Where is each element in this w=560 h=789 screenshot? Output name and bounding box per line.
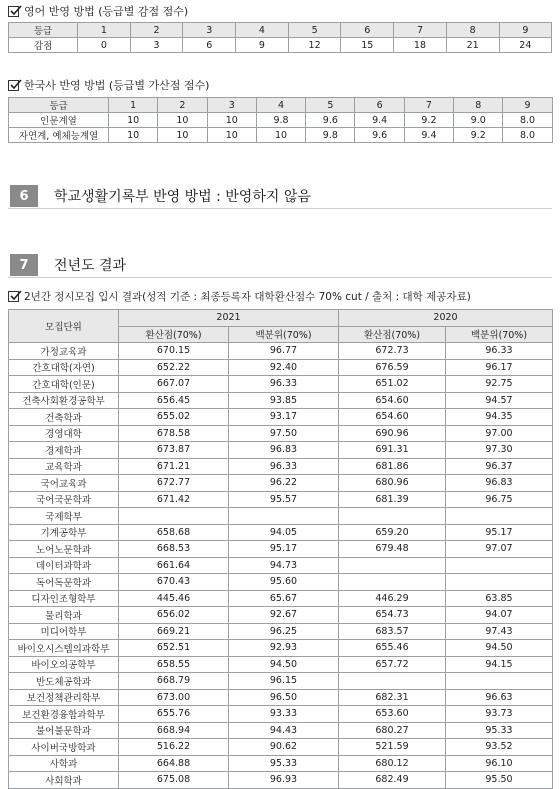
- section-7-header: [8, 252, 552, 278]
- header-cell: 7: [404, 98, 453, 113]
- score-cell: 94.35: [446, 409, 553, 426]
- value-cell: 9.6: [355, 128, 404, 143]
- unit-name-cell: 사이버국방학과: [9, 739, 119, 756]
- unit-name-cell: 보건환경융합과학부: [9, 706, 119, 723]
- section-heading: 학교생활기록부 반영 방법 : 반영하지 않음: [54, 189, 311, 205]
- table-row: [9, 640, 553, 657]
- unit-name-cell: 국어교육과: [9, 475, 119, 492]
- score-cell: 96.75: [446, 491, 553, 508]
- value-cell: 9.2: [404, 113, 453, 128]
- score-cell: 653.60: [339, 706, 446, 723]
- score-cell: 657.72: [339, 656, 446, 673]
- score-cell: 654.60: [339, 392, 446, 409]
- score-cell: 96.25: [229, 623, 339, 640]
- score-cell: 658.55: [119, 656, 229, 673]
- score-cell: 678.58: [119, 425, 229, 442]
- value-cell: 10: [256, 128, 305, 143]
- unit-name-cell: 경제학과: [9, 442, 119, 459]
- checkbox-icon: [8, 6, 19, 17]
- score-cell: 65.67: [229, 590, 339, 607]
- unit-name-cell: 교육학과: [9, 458, 119, 475]
- header-cell: 9: [503, 98, 552, 113]
- table-row: [9, 343, 553, 360]
- value-cell: 15: [341, 38, 394, 53]
- table-row: [9, 689, 553, 706]
- checkbox-icon: [8, 80, 19, 91]
- unit-name-cell: 불어불문학과: [9, 722, 119, 739]
- unit-name-cell: 사학과: [9, 755, 119, 772]
- table-header-row: [9, 98, 553, 113]
- checkbox-icon: [8, 291, 19, 302]
- score-cell: 96.17: [446, 359, 553, 376]
- score-cell: 656.45: [119, 392, 229, 409]
- section-heading: 전년도 결과: [54, 258, 127, 274]
- unit-name-cell: 노어노문학과: [9, 541, 119, 558]
- score-cell: [339, 574, 446, 591]
- score-cell: 92.40: [229, 359, 339, 376]
- value-cell: 9.8: [306, 128, 355, 143]
- header-cell: 8: [454, 98, 503, 113]
- score-cell: 94.57: [446, 392, 553, 409]
- score-cell: [229, 508, 339, 525]
- unit-name-cell: 국어국문학과: [9, 491, 119, 508]
- english-deduction-table: [8, 22, 552, 53]
- score-cell: 96.83: [229, 442, 339, 459]
- score-cell: 96.33: [229, 458, 339, 475]
- score-cell: 97.07: [446, 541, 553, 558]
- score-cell: 96.83: [446, 475, 553, 492]
- section-title-text: 영어 반영 방법 (등급별 감점 점수): [24, 5, 189, 18]
- table-row: [9, 574, 553, 591]
- section-title-results: [8, 289, 471, 303]
- score-cell: 94.73: [229, 557, 339, 574]
- header-cell: 6: [341, 23, 394, 38]
- score-cell: 671.21: [119, 458, 229, 475]
- table-row: [9, 128, 553, 143]
- score-cell: 654.73: [339, 607, 446, 624]
- score-cell: 673.87: [119, 442, 229, 459]
- header-cell: 2: [130, 23, 183, 38]
- score-cell: 668.79: [119, 673, 229, 690]
- score-cell: 94.43: [229, 722, 339, 739]
- section-title-english: [8, 4, 188, 18]
- score-cell: 668.94: [119, 722, 229, 739]
- table-row: [9, 376, 553, 393]
- score-cell: 93.73: [446, 706, 553, 723]
- score-cell: 97.00: [446, 425, 553, 442]
- score-cell: [339, 673, 446, 690]
- unit-name-cell: 사회학과: [9, 772, 119, 789]
- header-cell: 5: [306, 98, 355, 113]
- score-cell: 63.85: [446, 590, 553, 607]
- score-cell: 95.50: [446, 772, 553, 789]
- unit-name-cell: 물리학과: [9, 607, 119, 624]
- score-cell: 445.46: [119, 590, 229, 607]
- header-cell: 4: [256, 98, 305, 113]
- table-row: [9, 475, 553, 492]
- table-header-row: [9, 23, 552, 38]
- score-cell: 92.75: [446, 376, 553, 393]
- section-title-text: 한국사 반영 방법 (등급별 가산점 점수): [24, 79, 210, 92]
- score-cell: 521.59: [339, 739, 446, 756]
- value-cell: 9.2: [454, 128, 503, 143]
- score-cell: 668.53: [119, 541, 229, 558]
- score-cell: 96.93: [229, 772, 339, 789]
- score-cell: 671.42: [119, 491, 229, 508]
- value-cell: 24: [499, 38, 552, 53]
- score-cell: 92.93: [229, 640, 339, 657]
- score-cell: 94.50: [229, 656, 339, 673]
- score-cell: 97.50: [229, 425, 339, 442]
- score-cell: 95.60: [229, 574, 339, 591]
- header-cell: 등급: [9, 23, 78, 38]
- header-cell: 2: [158, 98, 207, 113]
- header-cell: 5: [288, 23, 341, 38]
- score-cell: 96.10: [446, 755, 553, 772]
- table-row: [9, 458, 553, 475]
- value-cell: 9.4: [404, 128, 453, 143]
- value-cell: 9.0: [454, 113, 503, 128]
- score-cell: 658.68: [119, 524, 229, 541]
- score-cell: 682.31: [339, 689, 446, 706]
- unit-name-cell: 보건정책관리학부: [9, 689, 119, 706]
- section-title-text: 2년간 정시모집 입시 결과(성적 기준 : 최종등록자 대학환산점수 70% cut / 출처 : 대학 제공자료): [24, 290, 471, 303]
- table-row: [9, 442, 553, 459]
- value-cell: 18: [394, 38, 447, 53]
- score-cell: 90.62: [229, 739, 339, 756]
- score-cell: [339, 557, 446, 574]
- score-cell: 655.02: [119, 409, 229, 426]
- value-cell: 9.4: [355, 113, 404, 128]
- table-row: [9, 722, 553, 739]
- table-row: [9, 557, 553, 574]
- score-cell: [339, 508, 446, 525]
- score-cell: 681.39: [339, 491, 446, 508]
- header-cell: 백분위(70%): [229, 326, 339, 343]
- score-cell: 672.77: [119, 475, 229, 492]
- unit-name-cell: 가정교육과: [9, 343, 119, 360]
- score-cell: 655.76: [119, 706, 229, 723]
- score-cell: 680.27: [339, 722, 446, 739]
- unit-name-cell: 반도체공학과: [9, 673, 119, 690]
- header-cell: 4: [236, 23, 289, 38]
- value-cell: 3: [130, 38, 183, 53]
- header-cell: 8: [446, 23, 499, 38]
- value-cell: 10: [158, 128, 207, 143]
- score-cell: 680.12: [339, 755, 446, 772]
- score-cell: 651.02: [339, 376, 446, 393]
- table-row: [9, 590, 553, 607]
- table-row: [9, 409, 553, 426]
- table-row: [9, 739, 553, 756]
- score-cell: [446, 574, 553, 591]
- score-cell: 670.43: [119, 574, 229, 591]
- score-cell: 96.33: [229, 376, 339, 393]
- score-cell: 96.63: [446, 689, 553, 706]
- score-cell: 675.08: [119, 772, 229, 789]
- score-cell: [446, 508, 553, 525]
- unit-name-cell: 바이오의공학부: [9, 656, 119, 673]
- score-cell: 96.22: [229, 475, 339, 492]
- score-cell: 691.31: [339, 442, 446, 459]
- score-cell: 95.57: [229, 491, 339, 508]
- table-row: [9, 359, 553, 376]
- score-cell: 683.57: [339, 623, 446, 640]
- score-cell: 661.64: [119, 557, 229, 574]
- row-label-cell: 인문계열: [9, 113, 109, 128]
- score-cell: 672.73: [339, 343, 446, 360]
- score-cell: 93.85: [229, 392, 339, 409]
- unit-name-cell: 국제학부: [9, 508, 119, 525]
- score-cell: 667.07: [119, 376, 229, 393]
- score-cell: 673.00: [119, 689, 229, 706]
- score-cell: 690.96: [339, 425, 446, 442]
- unit-name-cell: 간호대학(인문): [9, 376, 119, 393]
- value-cell: 10: [158, 113, 207, 128]
- table-row: [9, 508, 553, 525]
- table-row: [9, 524, 553, 541]
- score-cell: 95.33: [446, 722, 553, 739]
- score-cell: 680.96: [339, 475, 446, 492]
- table-row: [9, 113, 553, 128]
- unit-name-cell: 바이오시스템의과학부: [9, 640, 119, 657]
- score-cell: 95.17: [229, 541, 339, 558]
- value-cell: 10: [207, 128, 256, 143]
- score-cell: 96.33: [446, 343, 553, 360]
- table-row: [9, 38, 552, 53]
- score-cell: 652.51: [119, 640, 229, 657]
- header-cell: 1: [109, 98, 158, 113]
- score-cell: 94.50: [446, 640, 553, 657]
- score-cell: 654.60: [339, 409, 446, 426]
- score-cell: 93.17: [229, 409, 339, 426]
- section-number: 7: [10, 254, 38, 276]
- score-cell: 94.07: [446, 607, 553, 624]
- header-cell: 환산점(70%): [119, 326, 229, 343]
- table-row: [9, 623, 553, 640]
- table-row: [9, 425, 553, 442]
- header-year-2021: 2021: [119, 310, 339, 327]
- header-cell: 3: [207, 98, 256, 113]
- value-cell: 9.8: [256, 113, 305, 128]
- score-cell: 446.29: [339, 590, 446, 607]
- header-cell: 7: [394, 23, 447, 38]
- header-unit: 모집단위: [9, 310, 119, 343]
- score-cell: 681.86: [339, 458, 446, 475]
- unit-name-cell: 디자인조형학부: [9, 590, 119, 607]
- header-cell: 백분위(70%): [446, 326, 553, 343]
- score-cell: 682.49: [339, 772, 446, 789]
- table-row: [9, 706, 553, 723]
- score-cell: [119, 508, 229, 525]
- value-cell: 0: [78, 38, 131, 53]
- value-cell: 21: [446, 38, 499, 53]
- unit-name-cell: 건축학과: [9, 409, 119, 426]
- value-cell: 12: [288, 38, 341, 53]
- unit-name-cell: 미디어학부: [9, 623, 119, 640]
- score-cell: 656.02: [119, 607, 229, 624]
- score-cell: 93.52: [446, 739, 553, 756]
- admission-results-table: [8, 309, 553, 789]
- header-cell: 9: [499, 23, 552, 38]
- unit-name-cell: 건축사회환경공학부: [9, 392, 119, 409]
- score-cell: 94.05: [229, 524, 339, 541]
- score-cell: 96.77: [229, 343, 339, 360]
- score-cell: 96.37: [446, 458, 553, 475]
- header-cell: 환산점(70%): [339, 326, 446, 343]
- score-cell: 664.88: [119, 755, 229, 772]
- score-cell: 659.20: [339, 524, 446, 541]
- value-cell: 8.0: [503, 128, 552, 143]
- score-cell: 93.33: [229, 706, 339, 723]
- score-cell: 97.30: [446, 442, 553, 459]
- row-label-cell: 자연계, 예체능계열: [9, 128, 109, 143]
- score-cell: 96.50: [229, 689, 339, 706]
- header-cell: 3: [183, 23, 236, 38]
- table-row: [9, 673, 553, 690]
- table-row: [9, 392, 553, 409]
- unit-name-cell: 경영대학: [9, 425, 119, 442]
- score-cell: 95.17: [446, 524, 553, 541]
- score-cell: 670.15: [119, 343, 229, 360]
- section-6-header: [8, 183, 552, 209]
- score-cell: 679.48: [339, 541, 446, 558]
- section-number: 6: [10, 185, 38, 207]
- score-cell: [446, 673, 553, 690]
- score-cell: [446, 557, 553, 574]
- header-cell: 등급: [9, 98, 109, 113]
- score-cell: 97.43: [446, 623, 553, 640]
- score-cell: 94.15: [446, 656, 553, 673]
- unit-name-cell: 독어독문학과: [9, 574, 119, 591]
- unit-name-cell: 기계공학부: [9, 524, 119, 541]
- value-cell: 6: [183, 38, 236, 53]
- table-row: [9, 607, 553, 624]
- score-cell: 676.59: [339, 359, 446, 376]
- score-cell: 669.21: [119, 623, 229, 640]
- score-cell: 516.22: [119, 739, 229, 756]
- header-year-2020: 2020: [339, 310, 553, 327]
- header-cell: 6: [355, 98, 404, 113]
- score-cell: 655.46: [339, 640, 446, 657]
- table-row: [9, 491, 553, 508]
- score-cell: 95.33: [229, 755, 339, 772]
- section-title-korean-history: [8, 78, 209, 92]
- korean-history-bonus-table: [8, 97, 553, 143]
- score-cell: 92.67: [229, 607, 339, 624]
- row-label-cell: 감점: [9, 38, 78, 53]
- table-row: [9, 656, 553, 673]
- value-cell: 9.6: [306, 113, 355, 128]
- table-row: [9, 541, 553, 558]
- value-cell: 8.0: [503, 113, 552, 128]
- value-cell: 10: [109, 113, 158, 128]
- value-cell: 10: [109, 128, 158, 143]
- value-cell: 9: [236, 38, 289, 53]
- table-row: [9, 755, 553, 772]
- score-cell: 96.15: [229, 673, 339, 690]
- unit-name-cell: 간호대학(자연): [9, 359, 119, 376]
- header-cell: 1: [78, 23, 131, 38]
- score-cell: 652.22: [119, 359, 229, 376]
- unit-name-cell: 데이터과학과: [9, 557, 119, 574]
- value-cell: 10: [207, 113, 256, 128]
